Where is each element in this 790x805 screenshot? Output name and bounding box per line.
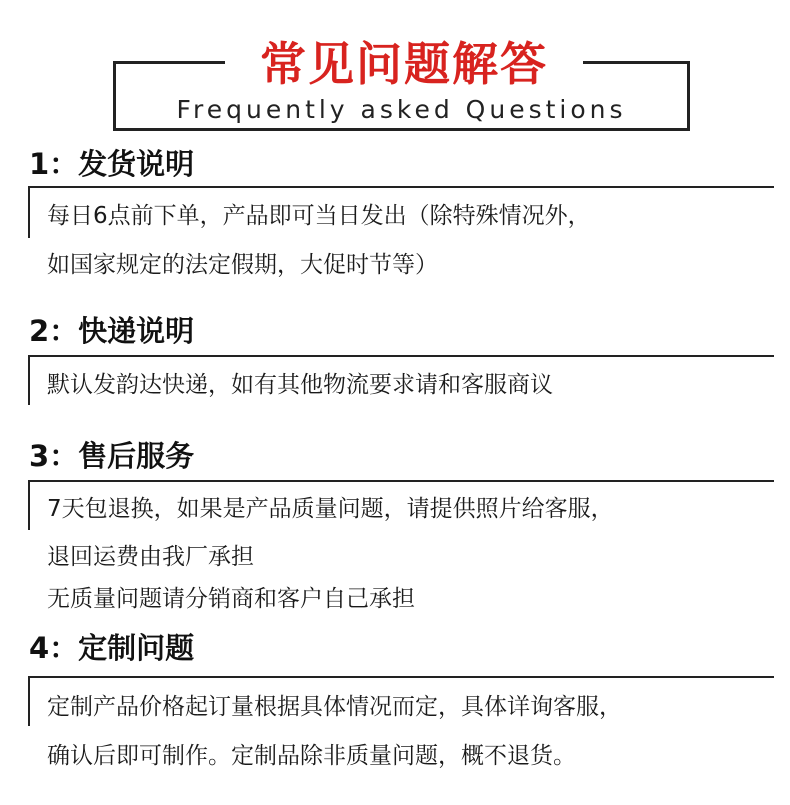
page-title: 常见问题解答 (260, 37, 548, 91)
section-title-customization: 4：定制问题 (29, 631, 195, 665)
section-side-bar (28, 186, 30, 238)
section-text-line: 每日6点前下单，产品即可当日发出（除特殊情况外， (47, 203, 591, 229)
section-side-bar (28, 676, 30, 726)
section-text-line: 定制产品价格起订量根据具体情况而定，具体详询客服， (47, 694, 622, 720)
section-side-bar (28, 355, 30, 405)
section-rule (29, 676, 774, 678)
section-text-line: 7天包退换，如果是产品质量问题，请提供照片给客服， (47, 496, 614, 522)
section-text-line: 确认后即可制作。定制品除非质量问题，概不退货。 (47, 743, 576, 769)
section-text-line: 退回运费由我厂承担 (47, 544, 254, 570)
section-title-after-sales: 3：售后服务 (29, 439, 195, 473)
section-side-bar (28, 480, 30, 530)
header-top-rule-left (113, 61, 225, 64)
header-top-rule-right (583, 61, 690, 64)
section-title-express: 2：快递说明 (29, 314, 195, 348)
section-text-line: 如国家规定的法定假期，大促时节等） (47, 252, 438, 278)
section-title-shipping: 1：发货说明 (29, 147, 195, 181)
section-rule (29, 186, 774, 188)
section-text-line: 无质量问题请分销商和客户自己承担 (47, 586, 415, 612)
page-subtitle: Frequently asked Questions (176, 95, 627, 124)
section-rule (29, 480, 774, 482)
section-rule (29, 355, 774, 357)
section-text-line: 默认发韵达快递，如有其他物流要求请和客服商议 (47, 372, 553, 398)
